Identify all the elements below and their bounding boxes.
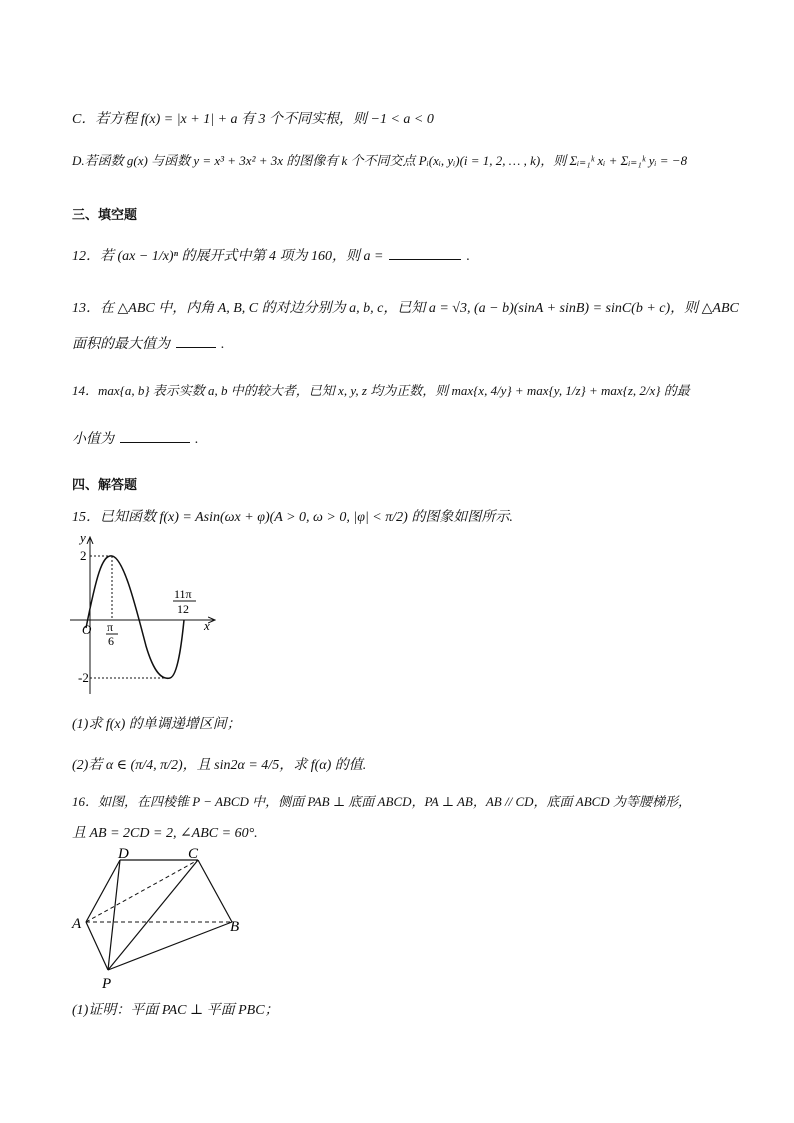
question-16-line1: 16．如图，在四棱锥 P − ABCD 中，侧面 PAB ⊥ 底面 ABCD，PA ⊥ AB，AB // CD，底面 ABCD 为等腰梯形， — [72, 794, 691, 809]
question-13-end: . — [221, 337, 225, 352]
question-15-part2: (2)若 α ∈ (π/4, π/2)，且 sin2α = 4/5，求 f(α) 的值. — [72, 758, 367, 773]
question-14-end: . — [195, 432, 199, 447]
question-12 — [72, 245, 470, 265]
edge-CB — [198, 860, 232, 922]
section-answer: 四、解答题 — [72, 478, 138, 493]
question-15: 15．已知函数 f(x) = Asin(ωx + φ)(A > 0, ω > 0, |φ| < π/2) 的图象如图所示. — [72, 510, 513, 525]
vertex-C-label: C — [188, 846, 199, 862]
question-14-text: 小值为 — [72, 432, 114, 447]
question-13-line1: 13．在 △ABC 中，内角 A, B, C 的对边分别为 a, b, c，已知 a = √3, (a − b)(sinA + sinB) = sinC(b + c)，则 △ABC — [72, 301, 739, 316]
question-16-line2: 且 AB = 2CD = 2, ∠ABC = 60°. — [72, 826, 258, 841]
edge-PA — [86, 922, 108, 970]
vertex-A-label: A — [72, 916, 82, 932]
x-tick1-numerator: π — [107, 620, 114, 634]
y-min-label: -2 — [78, 670, 89, 685]
option-d: D.若函数 g(x) 与函数 y = x³ + 3x² + 3x 的图像有 k 个不同交点 Pᵢ(xᵢ, yᵢ)(i = 1, 2, … , k)，则 Σᵢ₌₁ᵏ xᵢ + Σᵢ₌₁ᵏ yᵢ = −8 — [72, 153, 688, 168]
sine-graph — [66, 528, 226, 696]
answer-blank-14[interactable] — [120, 430, 190, 443]
edge-PC — [108, 860, 198, 970]
question-15-part1: (1)求 f(x) 的单调递增区间； — [72, 717, 241, 732]
vertex-D-label: D — [118, 846, 129, 862]
edge-PD — [108, 860, 120, 970]
edge-PB — [108, 922, 232, 970]
answer-blank-12[interactable] — [389, 247, 461, 260]
question-12-end: . — [466, 249, 470, 264]
x-axis-label: x — [204, 618, 210, 633]
x-tick2-numerator: 11π — [174, 587, 192, 601]
pyramid-figure — [70, 842, 250, 992]
option-c: C．若方程 f(x) = |x + 1| + a 有 3 个不同实根，则 −1 < a < 0 — [72, 112, 434, 127]
y-axis-label: y — [80, 530, 86, 545]
question-13-text: 面积的最大值为 — [72, 337, 170, 352]
edge-AD — [86, 860, 120, 922]
origin-label: O — [82, 622, 92, 637]
x-tick1-denominator: 6 — [108, 634, 114, 648]
question-14-line2 — [72, 428, 199, 448]
y-max-label: 2 — [80, 548, 87, 563]
vertex-B-label: B — [230, 919, 240, 935]
section-fill-in: 三、填空题 — [72, 208, 138, 223]
vertex-P-label: P — [102, 976, 112, 992]
answer-blank-13[interactable] — [176, 335, 216, 348]
question-12-text: 12．若 (ax − 1/x)ⁿ 的展开式中第 4 项为 160，则 a = — [72, 249, 384, 264]
question-13-line2 — [72, 333, 225, 353]
question-16-part1: (1)证明：平面 PAC ⊥ 平面 PBC； — [72, 1003, 279, 1018]
x-tick2-denominator: 12 — [177, 602, 189, 616]
sine-curve — [86, 556, 184, 678]
question-14-line1: 14．max{a, b} 表示实数 a, b 中的较大者，已知 x, y, z 均为正数，则 max{x, 4/y} + max{y, 1/z} + max{z, 2/x} 的最 — [72, 383, 690, 398]
